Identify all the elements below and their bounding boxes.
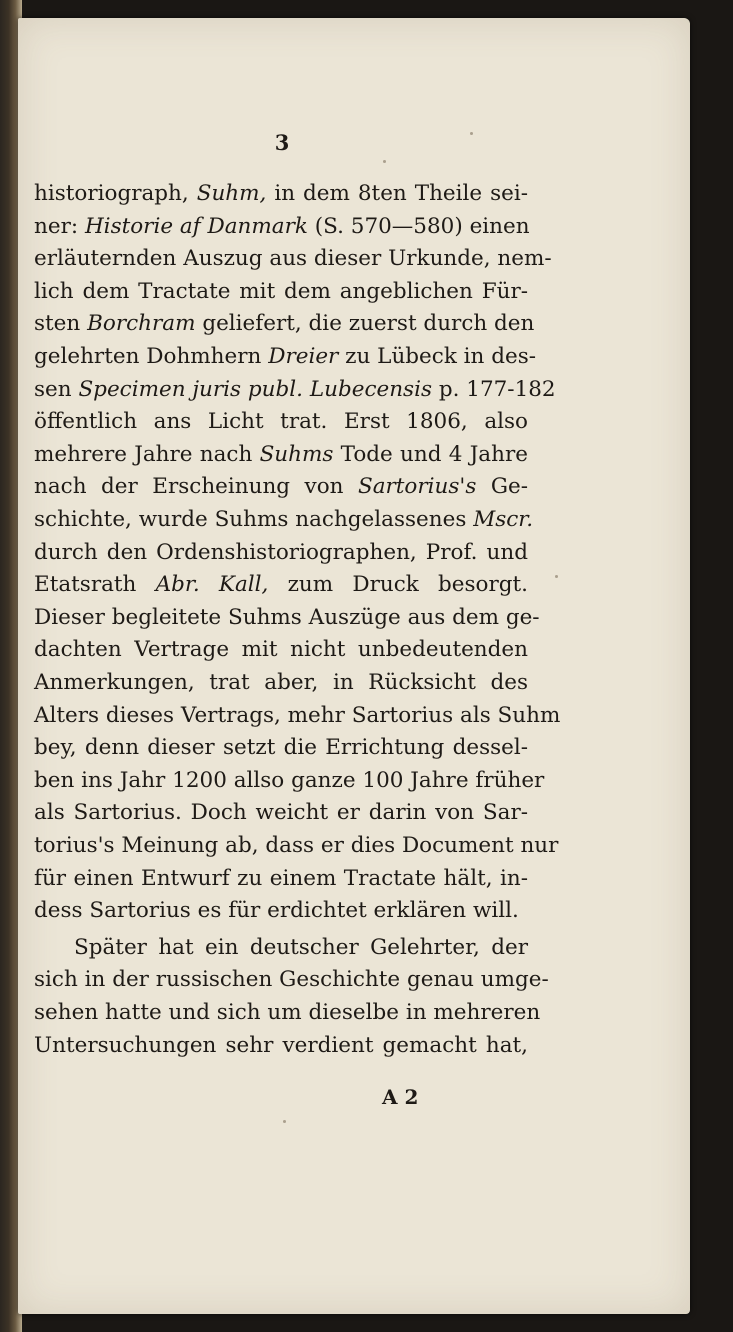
paper-speck	[383, 160, 386, 163]
roman-text: torius's Meinung ab, dass er dies Document nur	[34, 833, 559, 858]
text-line	[34, 702, 561, 730]
text-line	[34, 245, 552, 273]
italic-text: Specimen juris publ. Lubecensis	[78, 376, 432, 402]
roman-text: schichte, wurde Suhms nachgelassenes	[34, 507, 474, 532]
roman-text: durch den Ordenshistoriographen, Prof. und	[34, 539, 528, 565]
roman-text: zu Lübeck in des-	[338, 344, 537, 369]
text-line	[34, 473, 528, 501]
roman-text: Untersuchungen sehr verdient gemacht hat,	[34, 1032, 528, 1058]
text-line	[34, 213, 528, 241]
text-line	[34, 506, 534, 534]
roman-text: als Sartorius. Doch weicht er darin von Sar-	[34, 800, 528, 826]
roman-text: Tode und 4 Jahre	[333, 441, 528, 467]
paper-speck	[283, 1120, 286, 1123]
roman-text: gelehrten Dohmhern	[34, 344, 269, 369]
roman-text: sen	[34, 376, 79, 402]
text-line	[34, 865, 528, 893]
roman-text: sehen hatte und sich um dieselbe in mehreren	[34, 1000, 541, 1025]
roman-text: mehrere Jahre nach	[34, 441, 260, 467]
text-line	[34, 669, 528, 697]
text-line	[34, 636, 528, 664]
roman-text: Ge-	[476, 474, 529, 500]
text-line	[34, 408, 528, 436]
roman-text: dess Sartorius es für erdichtet erklären will.	[34, 898, 519, 924]
signature-mark: A 2	[382, 1085, 419, 1109]
paper-speck	[470, 132, 473, 135]
text-line	[34, 539, 528, 567]
roman-text: dachten Vertrage mit nicht unbedeutenden	[34, 637, 528, 663]
italic-text: Sartorius's	[357, 474, 477, 500]
roman-text: Alters dieses Vertrags, mehr Sartorius als Suhm	[34, 702, 561, 728]
roman-text: in dem 8ten Theile sei-	[266, 181, 528, 206]
roman-text: geliefert, die zuerst durch den	[195, 311, 535, 337]
italic-text: Borchram	[87, 311, 196, 337]
text-line	[34, 1032, 528, 1060]
text-line	[34, 278, 528, 306]
roman-text: Etatsrath	[34, 572, 156, 598]
roman-text: Dieser begleitete Suhms Auszüge aus dem ge-	[34, 604, 540, 630]
roman-text: Anmerkungen, trat aber, in Rücksicht des	[34, 670, 528, 695]
text-line	[34, 999, 541, 1027]
paper-speck	[555, 575, 558, 578]
roman-text: historiograph,	[34, 181, 197, 206]
italic-text: Dreier	[268, 344, 339, 369]
roman-text: lich dem Tractate mit dem angeblichen Für-	[34, 278, 528, 304]
roman-text: ner:	[34, 213, 85, 239]
italic-text: Suhms	[259, 441, 334, 467]
text-line	[34, 799, 528, 827]
text-line	[34, 897, 528, 925]
italic-text: Suhm,	[196, 181, 267, 206]
text-line	[34, 180, 528, 208]
roman-text: bey, denn dieser setzt die Errichtung dessel-	[34, 735, 528, 761]
italic-text: Historie af Danmark	[84, 213, 308, 239]
text-line	[34, 734, 528, 762]
text-line	[34, 376, 556, 404]
italic-text: Abr. Kall,	[155, 572, 269, 598]
text-line	[34, 832, 559, 860]
text-line	[34, 934, 528, 962]
roman-text: für einen Entwurf zu einem Tractate hält, in-	[34, 865, 528, 891]
roman-text: p. 177-182	[432, 376, 556, 402]
page-number: 3	[274, 130, 290, 155]
roman-text: sten	[34, 311, 88, 337]
text-line	[34, 343, 537, 371]
roman-text: sich in der russischen Geschichte genau umge-	[34, 967, 549, 993]
text-line	[34, 604, 540, 632]
text-line	[34, 966, 549, 994]
text-line	[34, 441, 528, 469]
text-line	[34, 571, 528, 599]
text-line	[34, 767, 545, 795]
roman-text: nach der Erscheinung von	[34, 474, 358, 500]
italic-text: Mscr.	[473, 507, 534, 532]
text-line	[34, 310, 535, 338]
roman-text: öffentlich ans Licht trat. Erst 1806, also	[34, 409, 528, 435]
roman-text: erläuternden Auszug aus dieser Urkunde, nem-	[34, 246, 552, 272]
roman-text: Später hat ein deutscher Gelehrter, der	[74, 934, 528, 960]
roman-text: zum Druck besorgt.	[268, 572, 529, 598]
roman-text: ben ins Jahr 1200 allso ganze 100 Jahre früher	[34, 767, 545, 793]
roman-text: (S. 570—580) einen	[307, 213, 530, 239]
